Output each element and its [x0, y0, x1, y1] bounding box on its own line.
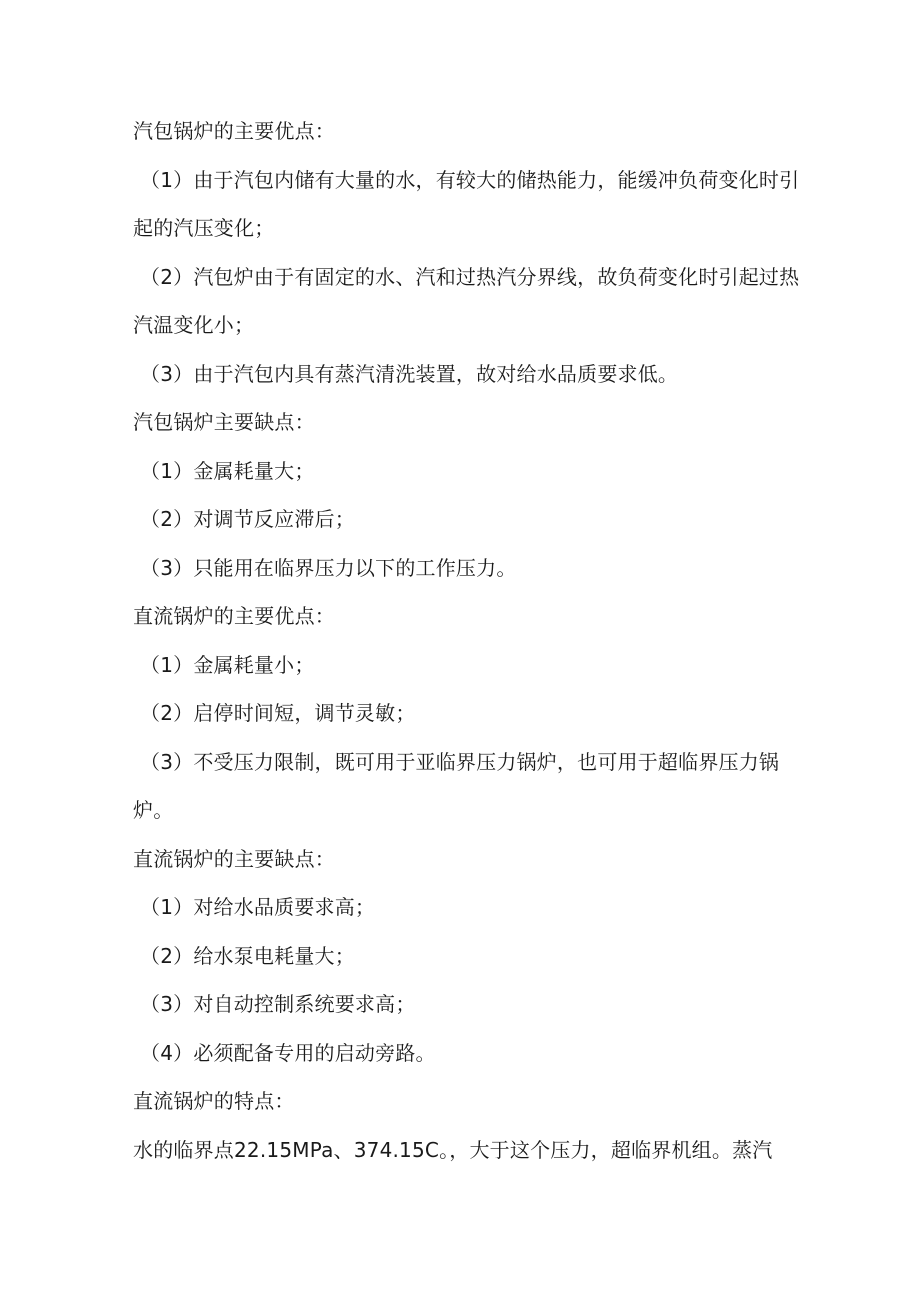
list-item-text: （3）不受压力限制，既可用于亚临界压力锅炉，也可用于超临界压力锅	[140, 750, 780, 774]
list-item-text: （2）对调节反应滞后；	[140, 507, 355, 531]
list-item-text: （2）汽包炉由于有固定的水、汽和过热汽分界线，故负荷变化时引起过热	[140, 265, 800, 289]
section-heading-once-through-features: 直流锅炉的特点：	[133, 1089, 295, 1113]
list-item-text: （2）启停时间短，调节灵敏；	[140, 701, 416, 725]
list-item-text: （1）由于汽包内储有大量的水，有较大的储热能力，能缓冲负荷变化时引	[140, 168, 800, 192]
list-item-text: （1）金属耗量小；	[140, 653, 315, 677]
list-item-text: （3）对自动控制系统要求高；	[140, 992, 416, 1016]
list-item-text: （3）只能用在临界压力以下的工作压力。	[140, 556, 517, 580]
list-item-text-continuation: 汽温变化小；	[133, 313, 255, 337]
section-heading-once-through-advantages: 直流锅炉的主要优点：	[133, 604, 335, 628]
list-item-text-continuation: 起的汽压变化；	[133, 216, 275, 240]
list-item-text: （4）必须配备专用的启动旁路。	[140, 1041, 436, 1065]
list-item-text: （3）由于汽包内具有蒸汽清洗装置，故对给水品质要求低。	[140, 362, 679, 386]
list-item-text: （1）金属耗量大；	[140, 459, 315, 483]
section-heading-drum-disadvantages: 汽包锅炉主要缺点：	[133, 410, 315, 434]
list-item-text-continuation: 炉。	[133, 798, 174, 822]
list-item-text: （2）给水泵电耗量大；	[140, 944, 355, 968]
section-heading-drum-advantages: 汽包锅炉的主要优点：	[133, 119, 335, 143]
paragraph-text: 水的临界点22.15MPa、374.15C。，大于这个压力，超临界机组。蒸汽	[133, 1138, 773, 1162]
section-heading-once-through-disadvantages: 直流锅炉的主要缺点：	[133, 847, 335, 871]
list-item-text: （1）对给水品质要求高；	[140, 895, 376, 919]
